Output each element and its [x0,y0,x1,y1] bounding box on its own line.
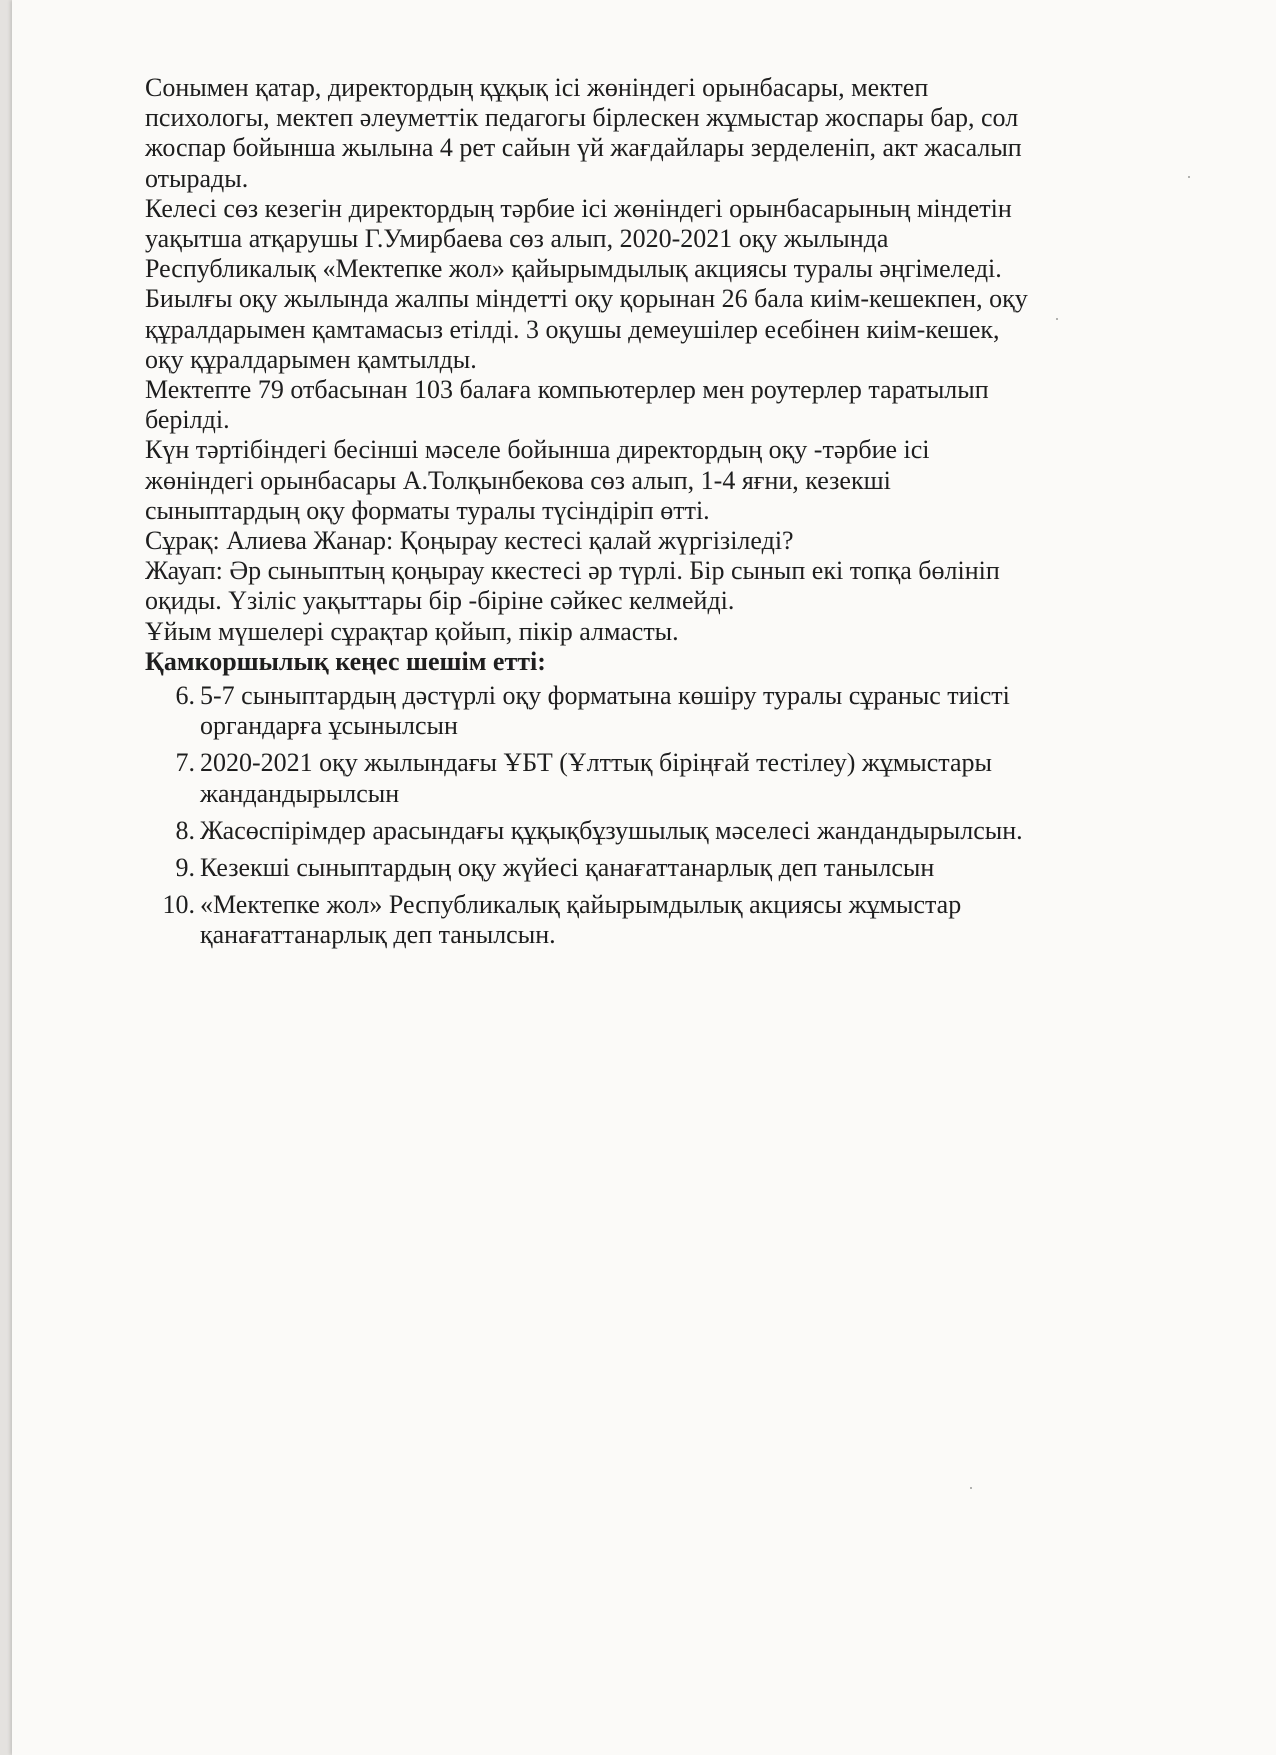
text-line: берілді. [145,405,230,435]
text-line: Кезекші сыныптардың оқу жүйесі қанағаттанарлық деп танылсын [200,853,935,883]
decision-list [145,681,1205,951]
text-line: оқиды. Үзіліс уақыттары бір -біріне сәйкес келмейді. [145,586,735,616]
scan-speck [1188,176,1190,178]
paragraph-discussion [145,617,1205,647]
paragraph-question [145,526,1205,556]
decision-item [145,890,1205,950]
scanned-page [12,0,1276,1755]
decision-number: 8. [175,815,195,845]
text-line: сыныптардың оқу форматы туралы түсіндіріп өтті. [145,495,710,525]
decision-item [145,816,1205,846]
decision-heading: Қамкоршылық кеңес шешім етті: [145,646,546,676]
text-line: Сұрақ: Алиева Жанар: Қоңырау кестесі қалай жүргізіледі? [145,526,794,556]
decision-item [145,748,1205,808]
text-line: жандандырылсын [200,778,400,808]
decision-number: 6. [175,681,195,711]
text-line: «Мектепке жол» Республикалық қайырымдылық акциясы жұмыстар [200,890,962,920]
decision-number: 7. [175,748,195,778]
text-line: Мектепте 79 отбасынан 103 балаға компьютерлер мен роутерлер таратылып [145,375,989,405]
text-line: Күн тәртібіндегі бесінші мәселе бойынша директордың оқу -тәрбие ісі [145,435,930,465]
paragraph-charity-campaign [145,194,1205,375]
text-line: отырады. [145,163,249,193]
text-line: қанағаттанарлық деп танылсын. [200,920,556,950]
decision-number: 10. [162,890,195,920]
document-body [145,73,1205,958]
text-line: Биылғы оқу жылында жалпы міндетті оқу қорынан 26 бала киім-кешекпен, оқу [145,284,1028,314]
text-line: Жасөспірімдер арасындағы құқықбұзушылық мәселесі жандандырылсын. [200,815,1023,845]
text-line: 2020-2021 оқу жылындағы ҰБТ (Ұлттық біріңғай тестілеу) жұмыстары [200,748,992,778]
scan-speck [970,1487,972,1489]
text-line: құралдарымен қамтамасыз етілді. 3 оқушы демеушілер есебінен киім-кешек, [145,314,1000,344]
decision-item [145,853,1205,883]
text-line: жоспар бойынша жылына 4 рет сайын үй жағдайлары зерделеніп, акт жасалып [145,133,1022,163]
text-line: жөніндегі орынбасары А.Толқынбекова сөз алып, 1-4 яғни, кезекші [145,465,891,495]
scan-speck [1056,318,1058,320]
paragraph-fifth-issue [145,435,1205,526]
text-line: 5-7 сыныптардың дәстүрлі оқу форматына көшіру туралы сұраныс тиісті [200,681,1010,711]
paragraph-computers [145,375,1205,435]
text-line: психологы, мектеп әлеуметтік педагогы бірлескен жұмыстар жоспары бар, сол [145,103,1019,133]
text-line: Жауап: Әр сыныптың қоңырау ккестесі әр түрлі. Бір сынып екі топқа бөлініп [145,556,1000,586]
text-line: уақытша атқарушы Г.Умирбаева сөз алып, 2020-2021 оқу жылында [145,224,889,254]
text-line: Сонымен қатар, директордың құқық ісі жөніндегі орынбасары, мектеп [145,73,929,102]
text-line: Республикалық «Мектепке жол» қайырымдылық акциясы туралы әңгімеледі. [145,254,1002,284]
text-line: Ұйым мүшелері сұрақтар қойып, пікір алмасты. [145,616,679,646]
text-line: органдарға ұсынылсын [200,711,458,741]
text-line: оқу құралдарымен қамтылды. [145,344,477,374]
decision-item [145,681,1205,741]
text-line: Келесі сөз кезегін директордың тәрбие ісі жөніндегі орынбасарының міндетін [145,193,1012,223]
paragraph-answer [145,556,1205,616]
paragraph-coordination [145,73,1205,194]
decision-number: 9. [175,853,195,883]
